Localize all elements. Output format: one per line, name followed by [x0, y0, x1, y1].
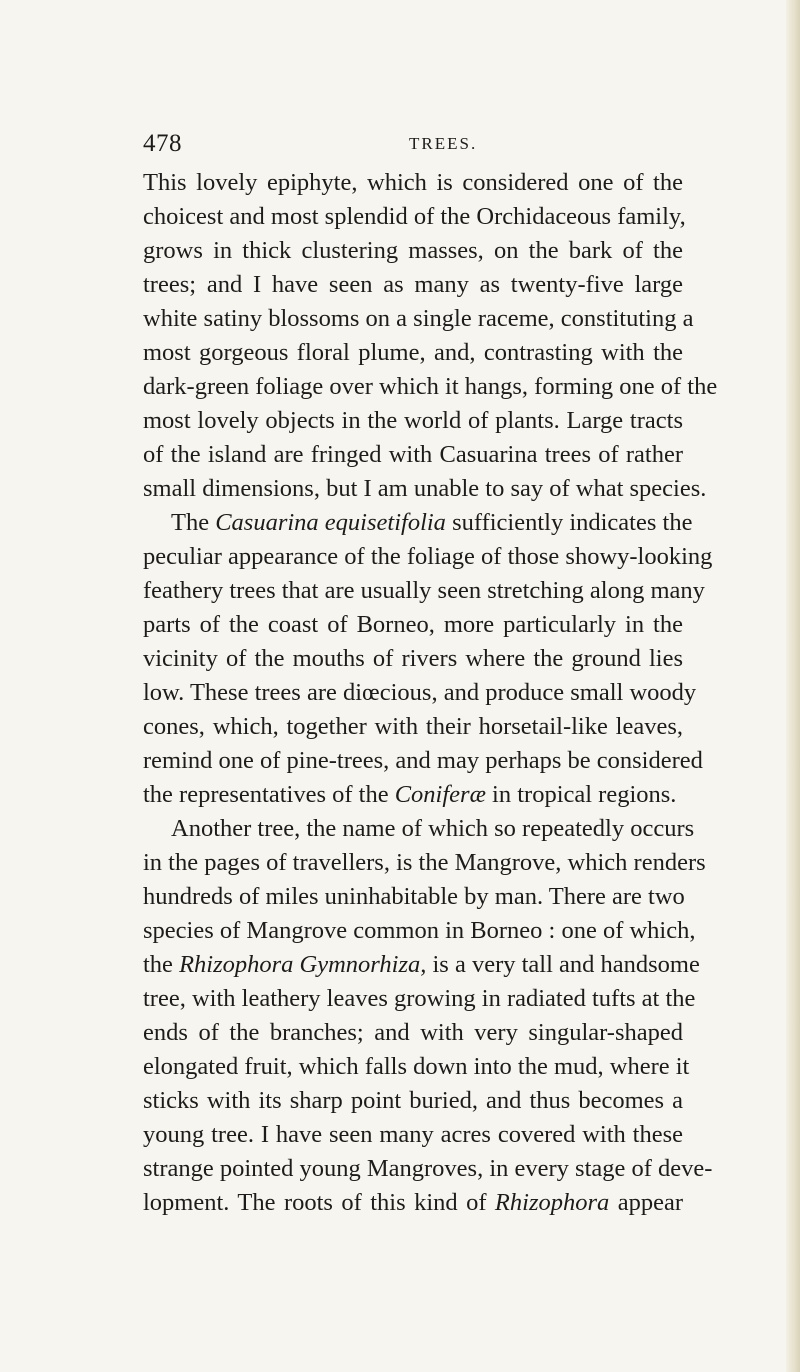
text-line — [143, 1152, 713, 1186]
text-line — [143, 744, 703, 778]
text-line — [143, 948, 700, 982]
text-line — [143, 506, 693, 540]
text-line — [143, 914, 696, 948]
text-segment: in the pages of travellers, is the Mangrove, which renders — [143, 849, 706, 876]
text-line — [143, 574, 705, 608]
text-segment: species of Mangrove common in Borneo : one of which, — [143, 917, 696, 944]
text-segment: appear — [609, 1189, 683, 1216]
page-edge-shadow — [786, 0, 800, 1372]
text-line — [143, 1050, 690, 1084]
text-line — [143, 676, 697, 710]
text-segment: is a very tall and handsome — [426, 951, 700, 978]
text-line — [143, 234, 683, 268]
text-line — [143, 336, 683, 370]
text-segment: of the island are fringed with Casuarina trees of rather — [143, 441, 683, 468]
text-segment: This lovely epiphyte, which is considered one of the — [143, 169, 683, 196]
text-line — [143, 166, 683, 200]
text-line — [143, 540, 713, 574]
page-header — [143, 130, 683, 160]
text-segment: the — [143, 951, 180, 978]
text-segment: peculiar appearance of the foliage of those showy-looking — [143, 543, 713, 570]
text-line — [143, 1084, 683, 1118]
text-line — [143, 608, 683, 642]
text-segment: ends of the branches; and with very singular-shaped — [143, 1019, 683, 1046]
text-segment: most lovely objects in the world of plants. Large tracts — [143, 407, 683, 434]
italic-text: Rhizophora Gymnorhiza, — [179, 951, 427, 978]
text-line — [143, 404, 683, 438]
text-segment: Another tree, the name of which so repeatedly occurs — [171, 815, 695, 842]
text-segment: white satiny blossoms on a single raceme, constituting a — [143, 305, 694, 332]
text-line — [143, 1016, 683, 1050]
text-segment: feathery trees that are usually seen stretching along many — [143, 577, 705, 604]
text-line — [143, 846, 706, 880]
text-segment: parts of the coast of Borneo, more particularly in the — [143, 611, 683, 638]
text-segment: young tree. I have seen many acres covered with these — [143, 1121, 683, 1148]
text-segment: cones, which, together with their horsetail-like leaves, — [143, 713, 683, 740]
text-line — [143, 438, 683, 472]
text-segment: the representatives of the — [143, 781, 395, 808]
text-segment: low. These trees are diœcious, and produce small woody — [143, 679, 697, 706]
text-segment: elongated fruit, which falls down into the mud, where it — [143, 1053, 690, 1080]
text-line — [143, 370, 718, 404]
text-line — [143, 642, 683, 676]
text-line — [143, 778, 683, 812]
text-segment: sufficiently indicates the — [445, 509, 693, 536]
text-line — [143, 880, 683, 914]
text-segment: vicinity of the mouths of rivers where the ground lies — [143, 645, 683, 672]
text-segment: remind one of pine-trees, and may perhaps be considered — [143, 747, 703, 774]
text-line — [143, 812, 695, 846]
italic-text: Rhizophora — [494, 1189, 610, 1216]
text-line — [143, 982, 696, 1016]
text-line — [143, 200, 686, 234]
text-segment: most gorgeous floral plume, and, contrasting with the — [143, 339, 683, 366]
text-segment: hundreds of miles uninhabitable by man. There are two — [143, 883, 685, 910]
text-segment: trees; and I have seen as many as twenty-five large — [143, 271, 683, 298]
text-segment: tree, with leathery leaves growing in radiated tufts at the — [143, 985, 696, 1012]
text-line — [143, 268, 683, 302]
text-segment: grows in thick clustering masses, on the bark of the — [143, 237, 683, 264]
text-segment: choicest and most splendid of the Orchidaceous family, — [143, 203, 686, 230]
body-text — [143, 166, 718, 1220]
text-segment: in tropical regions. — [485, 781, 677, 808]
text-line — [143, 1118, 683, 1152]
italic-text: Coniferæ — [394, 781, 486, 808]
italic-text: Casuarina equisetifolia — [215, 509, 446, 536]
text-segment: strange pointed young Mangroves, in every stage of deve- — [143, 1155, 713, 1182]
page-number: 478 — [143, 130, 182, 157]
running-head: TREES. — [409, 134, 478, 153]
text-line — [143, 710, 683, 744]
text-line — [143, 472, 707, 506]
text-segment: sticks with its sharp point buried, and thus becomes a — [143, 1087, 683, 1114]
text-line — [143, 302, 694, 336]
text-segment: dark-green foliage over which it hangs, forming one of the — [143, 373, 718, 400]
text-segment: The — [171, 509, 216, 536]
text-segment: lopment. The roots of this kind of — [143, 1189, 495, 1216]
text-segment: small dimensions, but I am unable to say of what species. — [143, 475, 707, 502]
text-line — [143, 1186, 683, 1220]
